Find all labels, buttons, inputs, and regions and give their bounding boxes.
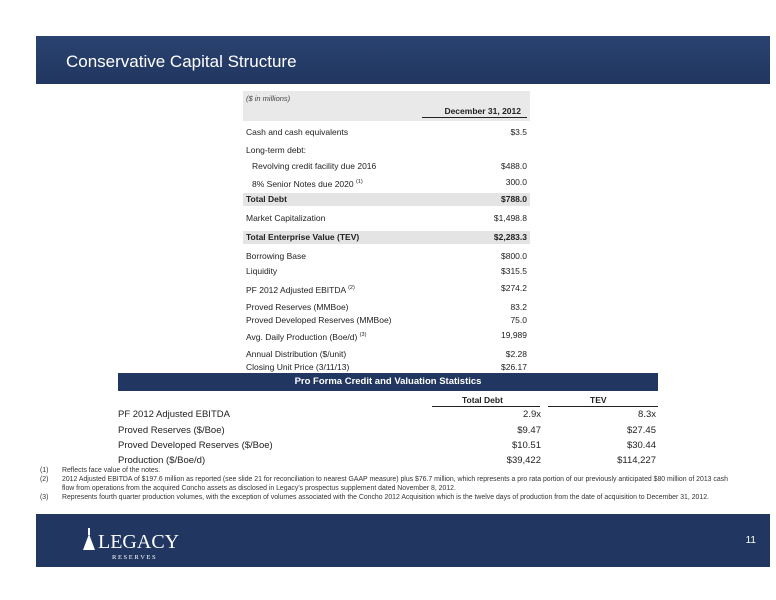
stats-title: Pro Forma Credit and Valuation Statistics [294,376,482,387]
stats-row: Proved Developed Reserves ($/Boe) $10.51 $30.44 [118,440,656,451]
table-row-total-debt: Total Debt $788.0 [243,193,530,206]
stats-row: Production ($/Boe/d) $39,422 $114,227 [118,455,656,466]
table-row: 8% Senior Notes due 2020 $^{(1)}$ 300.0 [252,177,527,189]
capital-structure-table [243,91,530,387]
footer-bar [36,514,770,567]
table-row: Proved Reserves (MMBoe) 83.2 [246,302,527,312]
footnote: (2) 2012 Adjusted EBITDA of $197.6 million as reported (see slide 21 for reconciliation to nearest GAAP measure) plus $76.7 million, which represents a pro rata portion of our previously anticipated $80 million of 2013 cash flow from operations from the acquired Concho assets as disclosed in Legacy's prospectus supplement dated November 8, 2012. [40,476,728,492]
unit-note: ($ in millions) [246,94,291,103]
stats-row: PF 2012 Adjusted EBITDA 2.9x 8.3x [118,409,656,420]
table-row: Cash and cash equivalents $3.5 [246,127,527,137]
slide-title: Conservative Capital Structure [66,52,297,71]
stats-col-total-debt: Total Debt [462,395,503,405]
svg-text:LEGACY: LEGACY [98,531,180,553]
legacy-logo [74,524,204,562]
footnotes [40,466,740,502]
footnote: (3) Represents fourth quarter production volumes, with the exception of volumes associated with the Concho 2012 Acquisition which is the twelve days of production from the date of acquisition to December 31, 2012. [40,494,709,501]
table-row: Borrowing Base $800.0 [246,251,527,261]
col-rule [432,406,540,407]
column-header: December 31, 2012 [422,106,527,118]
table-row: Long-term debt: [246,145,307,155]
table-row: Liquidity $315.5 [246,266,527,276]
table-header-band [243,91,530,121]
table-row: Proved Developed Reserves (MMBoe) 75.0 [246,315,527,325]
svg-text:R E S E R V E S: R E S E R V E S [112,554,156,561]
stats-col-tev: TEV [590,395,607,405]
stats-row: Proved Reserves ($/Boe) $9.47 $27.45 [118,425,656,436]
table-row: Annual Distribution ($/unit) $2.28 [246,349,527,359]
table-row: Revolving credit facility due 2016 $488.0 [252,161,527,171]
table-row-tev: Total Enterprise Value (TEV) $2,283.3 [243,231,530,244]
table-row: PF 2012 Adjusted EBITDA $^{(2)}$ $274.2 [246,283,527,295]
col-rule [548,406,658,407]
footnote: (1) Reflects face value of the notes. [40,467,161,474]
table-row: Avg. Daily Production (Boe/d) $^{(3)}$ 19,989 [246,330,527,342]
title-bar [36,36,770,84]
table-row: Closing Unit Price (3/11/13) $26.17 [246,362,527,372]
table-row: Market Capitalization $1,498.8 [246,213,527,223]
stats-title-bar [118,373,658,391]
page-number: 11 [745,535,756,546]
